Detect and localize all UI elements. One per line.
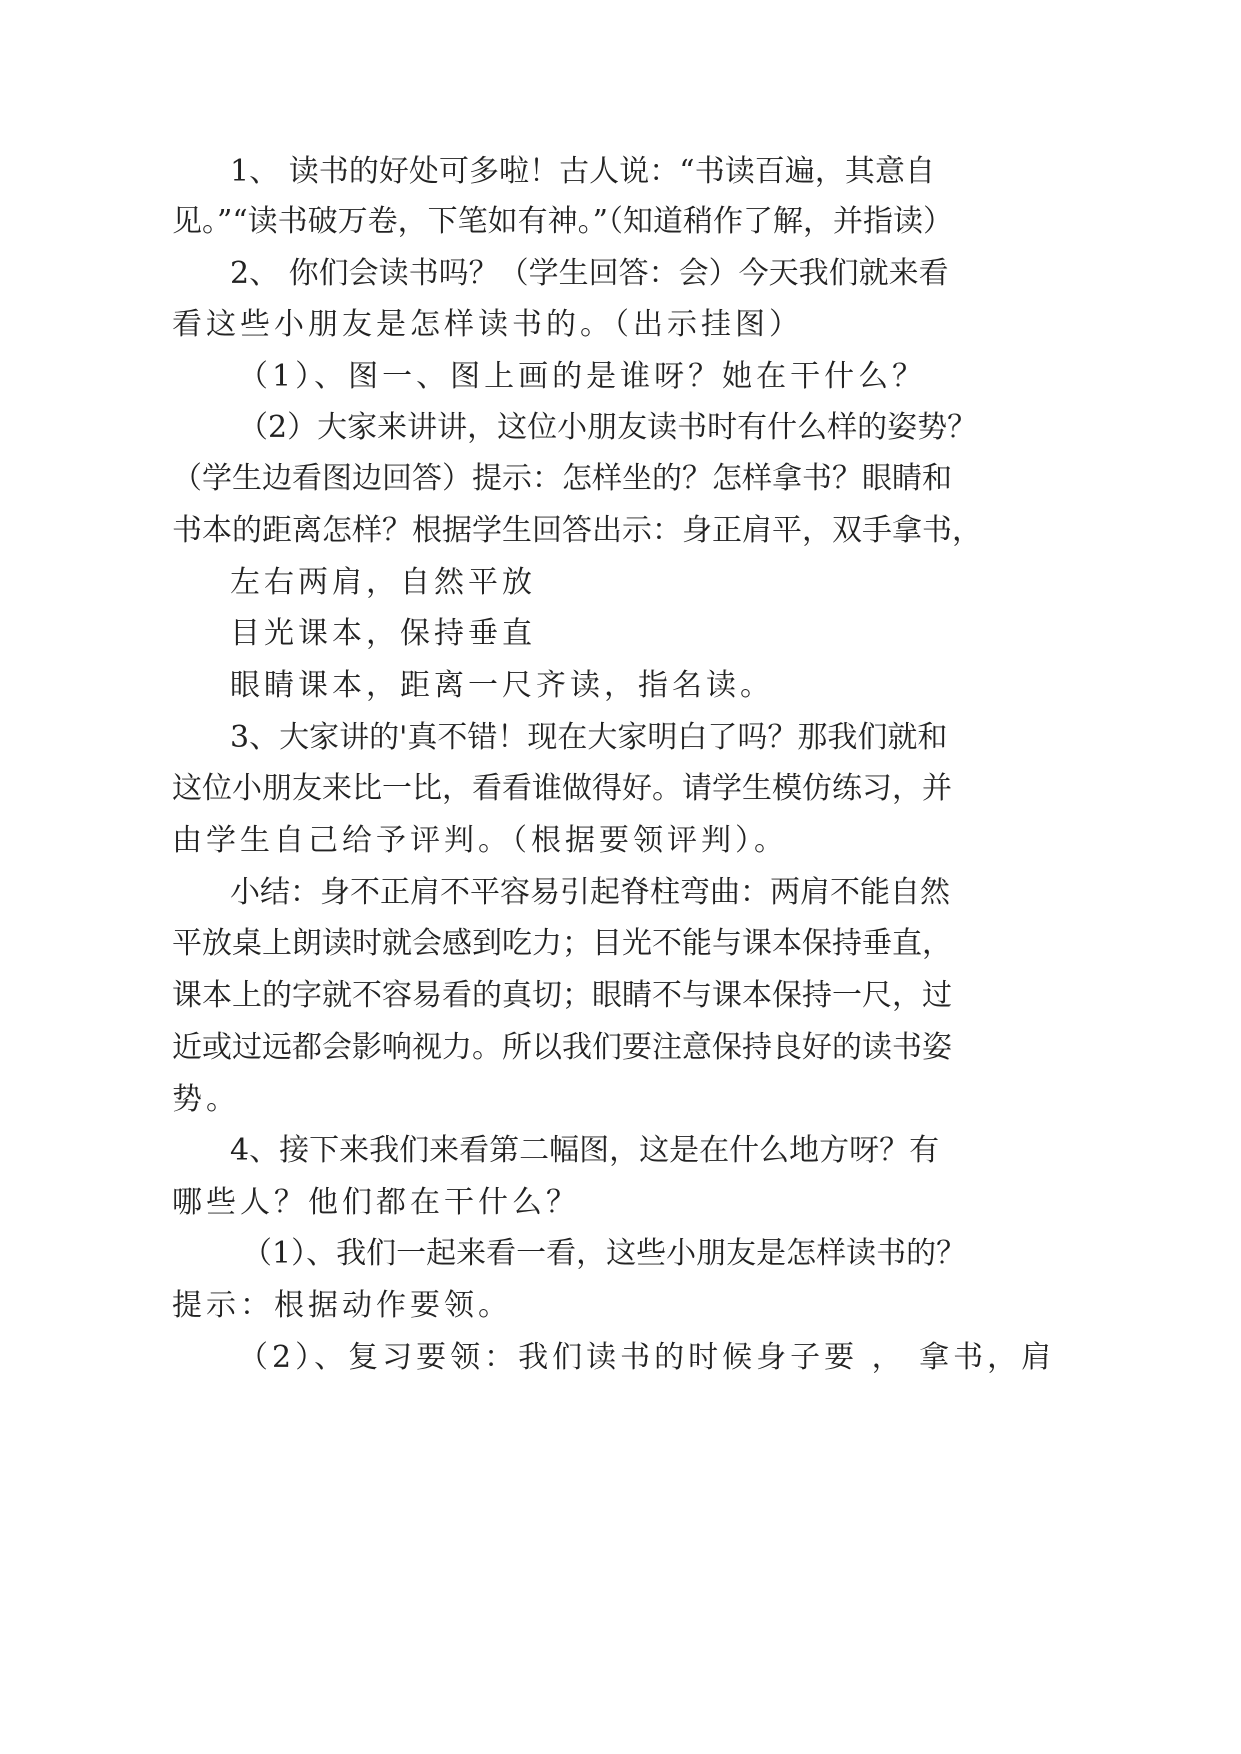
paragraph-line: 提示：根据动作要领。	[172, 1288, 512, 1323]
paragraph-line: （1）、图一、图上画的是谁呀？她在干什么？	[238, 359, 927, 394]
paragraph-line: 小结：身不正肩不平容易引起脊柱弯曲：两肩不能自然	[230, 875, 950, 910]
paragraph-line: 书本的距离怎样？根据学生回答出示：身正肩平，双手拿书，	[172, 513, 982, 548]
paragraph-line: 哪些人？他们都在干什么？	[172, 1185, 580, 1220]
paragraph-line: 近或过远都会影响视力。所以我们要注意保持良好的读书姿	[172, 1030, 952, 1065]
paragraph-line: 平放桌上朗读时就会感到吃力；目光不能与课本保持垂直，	[172, 926, 952, 961]
paragraph-line: 这位小朋友来比一比，看看谁做得好。请学生模仿练习，并	[172, 771, 952, 806]
paragraph-line: 眼睛课本，距离一尺齐读，指名读。	[230, 668, 774, 703]
paragraph-line: 1、 读书的好处可多啦！古人说：“书读百遍，其意自	[230, 154, 935, 189]
paragraph-line: 4、接下来我们来看第二幅图，这是在什么地方呀？有	[230, 1133, 940, 1168]
paragraph-line: 势。	[172, 1082, 240, 1117]
paragraph-line: 目光课本，保持垂直	[230, 616, 536, 651]
paragraph-line: 看这些小朋友是怎样读书的。（出示挂图）	[172, 307, 803, 342]
paragraph-line: （学生边看图边回答）提示：怎样坐的？怎样拿书？眼睛和	[172, 461, 952, 496]
paragraph-line: （2）、复习要领：我们读书的时候身子要 ， 拿书，肩	[238, 1340, 1056, 1375]
paragraph-line: （2）大家来讲讲，这位小朋友读书时有什么样的姿势？	[238, 410, 978, 445]
paragraph-line: （1）、我们一起来看一看，这些小朋友是怎样读书的？	[242, 1236, 967, 1271]
paragraph-line: 2、 你们会读书吗？（学生回答：会）今天我们就来看	[230, 256, 949, 291]
paragraph-line: 见。”“读书破万卷，下笔如有神。”（知道稍作了解，并指读）	[172, 204, 954, 239]
paragraph-line: 课本上的字就不容易看的真切；眼睛不与课本保持一尺，过	[172, 978, 952, 1013]
paragraph-line: 左右两肩，自然平放	[230, 565, 536, 600]
paragraph-line: 3、大家讲的'真不错！现在大家明白了吗？那我们就和	[230, 720, 948, 755]
paragraph-line: 由学生自己给予评判。（根据要领评判）。	[172, 823, 788, 858]
